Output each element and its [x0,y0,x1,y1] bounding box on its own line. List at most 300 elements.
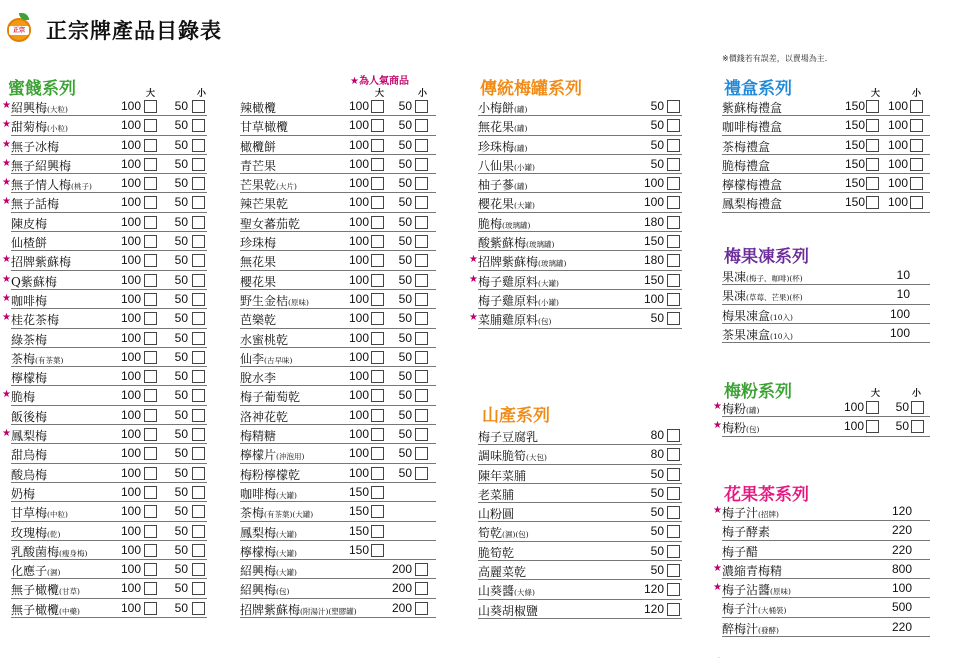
checkbox[interactable] [667,603,680,616]
checkbox-big[interactable] [144,312,157,325]
checkbox[interactable] [667,196,680,209]
checkbox-big[interactable] [144,158,157,171]
checkbox-big[interactable] [371,351,384,364]
checkbox-small[interactable] [192,505,205,518]
checkbox-small[interactable] [415,274,428,287]
checkbox-big[interactable] [371,312,384,325]
checkbox-big[interactable] [144,525,157,538]
item-name-text: 梅子雞原料 [478,274,539,289]
checkbox-big[interactable] [371,293,384,306]
checkbox-big[interactable] [144,177,157,190]
price: 220 [891,542,912,557]
size-big-label: 大 [871,389,881,399]
checkbox-big[interactable] [144,119,157,132]
checkbox-small[interactable] [415,602,428,615]
checkbox-small[interactable] [192,486,205,499]
checkbox-big[interactable] [371,467,384,480]
checkbox-big[interactable] [371,274,384,287]
checkbox-small[interactable] [415,100,428,113]
price-small: 100 [887,118,908,133]
page-title: 正宗牌產品目錄表 [46,18,222,43]
checkbox-big[interactable] [371,409,384,422]
checkbox[interactable] [667,293,680,306]
price-big: 150 [844,99,865,113]
section-gift: 禮盒系列 [724,79,792,99]
item-name [11,466,47,483]
list-item [240,251,436,270]
item-note: (大罐) [276,568,297,578]
item-name [240,562,297,579]
item-name [478,195,535,212]
checkbox-small[interactable] [415,409,428,422]
item-note: (中粒) [47,510,68,520]
list-item [478,232,682,251]
checkbox-big[interactable] [371,177,384,190]
checkbox-big[interactable] [866,177,879,190]
list-item [2,193,207,212]
price-small: 50 [398,253,412,268]
checkbox-small[interactable] [415,235,428,248]
item-name-text: 梅子葡萄乾 [240,390,301,405]
list-item [722,324,930,343]
popular-star-icon: ★ [2,119,11,131]
checkbox-big[interactable] [144,544,157,557]
price: 50 [650,466,664,481]
list-item [713,579,930,598]
item-name-text: 筍乾 [478,526,503,541]
price-big: 100 [348,330,369,345]
item-name [240,176,297,193]
item-name [722,118,782,135]
item-note: (玻璃罐) [538,259,567,269]
checkbox-big[interactable] [371,139,384,152]
item-name-text: 野生金桔 [240,293,289,308]
item-name [722,620,779,637]
checkbox[interactable] [667,235,680,248]
checkbox-big[interactable] [371,505,384,518]
price-small: 50 [174,465,188,480]
price-big: 100 [120,581,141,596]
item-name-text: 茶梅 [240,506,265,521]
item-name [478,176,527,193]
checkbox-big[interactable] [144,235,157,248]
price-big: 100 [348,176,369,191]
checkbox-small[interactable] [192,196,205,209]
item-note: (原味) [770,587,791,597]
checkbox-big[interactable] [371,196,384,209]
item-name-text: 咖啡梅禮盒 [722,120,783,135]
checkbox[interactable] [667,545,680,558]
checkbox-big[interactable] [144,139,157,152]
checkbox-big[interactable] [371,447,384,460]
item-name-text: 脆梅禮盒 [722,158,771,173]
item-name [240,215,300,232]
list-item [469,271,682,290]
item-name [478,486,514,503]
checkbox-big[interactable] [144,216,157,229]
item-name [11,562,60,579]
item-name-text: 洛神花乾 [240,409,289,424]
checkbox-big[interactable] [371,235,384,248]
checkbox-big[interactable] [144,351,157,364]
price-small: 50 [174,234,188,249]
item-name [478,563,526,580]
item-name-text: 紹興梅 [11,101,48,115]
checkbox-small[interactable] [415,389,428,402]
item-name-text: 梅子醋 [722,544,759,559]
checkbox-small[interactable] [415,196,428,209]
item-name [478,602,538,619]
checkbox-small[interactable] [192,332,205,345]
list-item [240,406,436,425]
honey-list [2,97,207,618]
list-item [478,116,682,135]
item-name [240,369,276,386]
price-big: 100 [348,388,369,403]
checkbox-small[interactable] [910,100,923,113]
item-note: (有茶葉)(大罐) [264,510,314,520]
checkbox-small[interactable] [910,119,923,132]
item-name [11,215,47,232]
item-name [722,326,793,343]
checkbox-small[interactable] [415,158,428,171]
checkbox-big[interactable] [371,389,384,402]
popular-star-icon: ★ [2,254,11,266]
checkbox[interactable] [667,254,680,267]
item-name-text: 化應子 [11,564,48,579]
item-name-text: 小梅餅 [478,101,515,115]
item-name-text: 仙李 [240,351,265,366]
item-name-text: 梅子豆腐乳 [478,430,539,444]
checkbox-small[interactable] [192,119,205,132]
price-small: 50 [174,600,188,615]
checkbox-small[interactable] [192,158,205,171]
price: 50 [650,505,664,520]
item-note: (大包) [526,453,547,463]
checkbox-small[interactable] [415,119,428,132]
list-item [478,426,682,445]
checkbox[interactable] [667,564,680,577]
checkbox-big[interactable] [144,409,157,422]
list-item [11,522,207,541]
checkbox-small[interactable] [192,582,205,595]
checkbox[interactable] [667,158,680,171]
popular-star-icon: ★ [469,312,478,324]
list-item [478,503,682,522]
checkbox-small[interactable] [910,158,923,171]
checkbox-big[interactable] [371,370,384,383]
checkbox-small[interactable] [415,582,428,595]
price: 120 [891,504,912,518]
list-item [722,266,930,285]
price: 50 [650,156,664,171]
checkbox-big[interactable] [144,505,157,518]
item-name-text: 無花果 [478,120,515,135]
price-big: 100 [120,504,141,519]
item-name [478,234,554,251]
checkbox-big[interactable] [144,447,157,460]
item-name-text: 奶梅 [11,486,36,501]
checkbox-small[interactable] [192,139,205,152]
list-item [478,290,682,309]
item-name-text: 無子冰梅 [11,139,60,154]
checkbox-big[interactable] [371,100,384,113]
price-big: 150 [844,118,865,133]
checkbox-big[interactable] [144,254,157,267]
checkbox-big[interactable] [866,420,879,433]
checkbox-big[interactable] [144,389,157,402]
checkbox[interactable] [667,100,680,113]
checkbox-big[interactable] [144,370,157,383]
list-item [240,193,436,212]
checkbox-big[interactable] [144,100,157,113]
checkbox-small[interactable] [415,293,428,306]
checkbox[interactable] [667,274,680,287]
checkbox-big[interactable] [371,119,384,132]
item-name-text: 乳酸菌梅 [11,544,60,559]
price-big: 100 [348,214,369,229]
checkbox-small[interactable] [192,235,205,248]
checkbox-big[interactable] [144,274,157,287]
price: 800 [891,561,912,576]
checkbox-big[interactable] [866,158,879,171]
item-name-text: 桂花茶梅 [11,313,60,328]
checkbox-small[interactable] [192,312,205,325]
price-small: 50 [398,156,412,171]
price-big: 100 [348,369,369,384]
list-item [240,541,436,560]
checkbox-small[interactable] [415,351,428,364]
price: 150 [643,234,664,249]
item-name [11,581,80,598]
header [4,10,222,50]
checkbox-big[interactable] [866,401,879,414]
item-note: (大粒) [47,105,68,114]
price-big: 100 [120,214,141,229]
checkbox-small[interactable] [911,420,924,433]
checkbox-big[interactable] [144,602,157,615]
item-name-text: 脆梅 [11,390,36,405]
price-small: 100 [887,99,908,113]
price-big: 100 [348,118,369,133]
checkbox-small[interactable] [910,177,923,190]
price: 100 [891,581,912,596]
item-note: (有茶葉) [35,355,64,365]
list-item [240,464,436,483]
list-item [240,599,436,618]
checkbox-small[interactable] [192,544,205,557]
checkbox[interactable] [667,583,680,596]
checkbox[interactable] [667,429,680,442]
checkbox-big[interactable] [144,563,157,576]
checkbox-small[interactable] [192,216,205,229]
checkbox-big[interactable] [866,100,879,113]
popular-note: ★為人氣商品 [350,76,409,87]
checkbox-big[interactable] [371,158,384,171]
checkbox[interactable] [667,525,680,538]
checkbox-big[interactable] [371,544,384,557]
checkbox-big[interactable] [371,254,384,267]
list-item [2,97,207,116]
item-name-text: 紹興梅 [240,583,277,598]
checkbox-small[interactable] [415,428,428,441]
price-big: 100 [348,407,369,422]
price-big: 100 [348,195,369,210]
price: 50 [650,99,664,113]
checkbox-small[interactable] [415,447,428,460]
checkbox-big[interactable] [371,486,384,499]
item-name [722,195,782,212]
price-small: 50 [174,523,188,538]
checkbox-big[interactable] [371,216,384,229]
checkbox[interactable] [667,468,680,481]
checkbox-small[interactable] [192,447,205,460]
checkbox-big[interactable] [144,293,157,306]
checkbox-small[interactable] [192,293,205,306]
list-item [240,97,436,116]
price-small: 50 [174,311,188,326]
checkbox-small[interactable] [415,216,428,229]
checkbox-small[interactable] [192,100,205,113]
price-big: 100 [348,272,369,287]
checkbox[interactable] [667,448,680,461]
price-big: 100 [348,253,369,268]
price-small: 50 [174,291,188,306]
list-item [722,305,930,324]
item-name [11,504,68,521]
checkbox[interactable] [667,177,680,190]
item-name [478,292,559,309]
popular-star-icon: ★ [2,177,11,189]
checkbox-small[interactable] [415,563,428,576]
checkbox-small[interactable] [910,196,923,209]
item-name-text: 甘草梅 [11,506,48,521]
tea-list [713,502,930,637]
price-big: 100 [120,427,141,442]
item-note: (甘草) [59,587,80,597]
checkbox[interactable] [667,139,680,152]
list-item [722,174,930,193]
section-powder: 梅粉系列 [724,382,792,402]
checkbox-big[interactable] [371,428,384,441]
item-name-text: 醉梅汁 [722,621,759,636]
item-name [240,273,276,290]
checkbox-small[interactable] [415,332,428,345]
item-note: (大條) [514,588,535,598]
checkbox[interactable] [667,487,680,500]
checkbox-small[interactable] [415,370,428,383]
checkbox-big[interactable] [144,196,157,209]
checkbox-small[interactable] [415,139,428,152]
checkbox-big[interactable] [371,525,384,538]
item-name [478,253,566,270]
item-name [11,118,68,135]
checkbox-big[interactable] [144,332,157,345]
item-note: (沖泡用) [276,452,305,462]
powder-list [713,398,930,437]
item-note: (濕)(包) [502,530,529,540]
checkbox-small[interactable] [192,254,205,267]
price: 50 [650,118,664,133]
checkbox-small[interactable] [192,525,205,538]
checkbox-big[interactable] [144,486,157,499]
checkbox-small[interactable] [415,467,428,480]
checkbox-small[interactable] [415,312,428,325]
checkbox-small[interactable] [192,602,205,615]
checkbox-small[interactable] [910,139,923,152]
checkbox-small[interactable] [192,389,205,402]
checkbox-big[interactable] [144,428,157,441]
checkbox-small[interactable] [192,370,205,383]
price-small: 50 [174,176,188,191]
price: 10 [896,268,910,282]
item-name [11,176,92,193]
item-name-text: 辣橄欖 [240,101,277,115]
item-name [478,157,535,174]
price-big: 100 [120,195,141,210]
price-small: 50 [398,195,412,210]
checkbox-small[interactable] [911,401,924,414]
item-name-text: 茶梅 [11,351,36,366]
checkbox-big[interactable] [866,119,879,132]
checkbox[interactable] [667,119,680,132]
item-name [722,523,770,540]
item-note: (大片) [276,182,297,192]
item-name-text: 酸烏梅 [11,467,48,482]
popular-star-icon: ★ [2,292,11,304]
checkbox-small[interactable] [415,177,428,190]
checkbox-big[interactable] [144,582,157,595]
list-item [478,600,682,619]
price-big: 100 [120,465,141,480]
checkbox-small[interactable] [192,409,205,422]
item-name-text: 無子話梅 [11,197,60,212]
checkbox-small[interactable] [192,428,205,441]
checkbox[interactable] [667,216,680,229]
item-name-text: 鳳梨梅 [11,429,48,444]
list-item [722,521,930,540]
checkbox[interactable] [667,506,680,519]
popular-star-icon: ★ [713,420,722,432]
price-big: 100 [348,137,369,152]
checkbox-small[interactable] [192,177,205,190]
list-item [240,483,436,502]
checkbox-small[interactable] [192,467,205,480]
checkbox-big[interactable] [866,196,879,209]
item-note: (10入) [770,331,793,341]
price-big: 150 [844,195,865,210]
item-name [11,273,57,290]
checkbox-small[interactable] [192,563,205,576]
item-name [11,195,59,212]
price-big: 150 [348,484,369,499]
item-name [478,524,529,541]
checkbox-small[interactable] [192,351,205,364]
item-name-text: 梅子汁 [722,506,759,520]
list-item [478,445,682,464]
list-item [240,136,436,155]
checkbox[interactable] [667,312,680,325]
checkbox-big[interactable] [866,139,879,152]
checkbox-big[interactable] [371,332,384,345]
price-small: 50 [174,388,188,403]
price-small: 50 [174,504,188,519]
checkbox-big[interactable] [144,467,157,480]
checkbox-small[interactable] [415,254,428,267]
checkbox-small[interactable] [192,274,205,287]
size-small-label: 小 [912,89,922,99]
item-name-text: 芭樂乾 [240,313,277,328]
